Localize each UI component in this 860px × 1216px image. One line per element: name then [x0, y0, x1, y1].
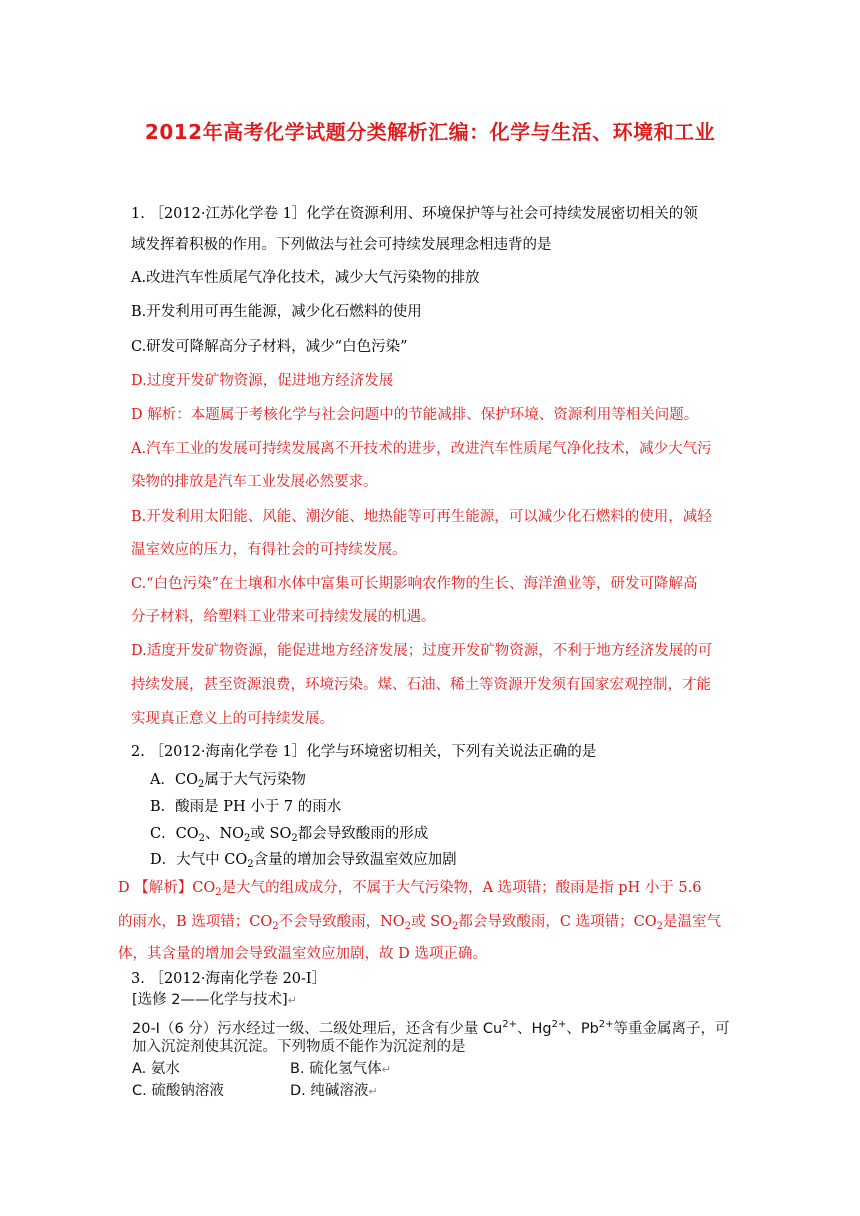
q3-image-options-row2: C. 硫酸钠溶液 D. 纯碱溶液↵ [132, 1083, 378, 1099]
q2-answer-line2: 的雨水，B 选项错；$CO_2$不会导致酸雨，$NO_2$或 $SO_2$都会导致酸雨，C 选项错；$CO_2$是温室气 [118, 914, 721, 932]
q1-option-c: C.研发可降解高分子材料，减少“白色污染” [131, 339, 408, 355]
q3-stem: 3. ［2012·海南化学卷 20-I］ [131, 971, 327, 987]
q1-analysis-line: 温室效应的压力，有得社会的可持续发展。 [131, 542, 407, 558]
q2-answer-line3: 体，其含量的增加会导致温室效应加剧，故 D 选项正确。 [118, 946, 487, 962]
q3-image-options-row1: A. 氨水 B. 硫化氢气体↵ [132, 1061, 391, 1077]
q1-analysis-line: 分子材料，给塑料工业带来可持续发展的机遇。 [131, 609, 436, 625]
q1-analysis-line: C.“白色污染”在土壤和水体中富集可长期影响农作物的生长、海洋渔业等，研发可降解高 [131, 576, 698, 592]
q1-option-a: A.改进汽车性质尾气净化技术，减少大气污染物的排放 [131, 270, 480, 286]
q1-analysis-line: D 解析：本题属于考核化学与社会问题中的节能减排、保护环境、资源利用等相关问题。 [131, 407, 699, 423]
q2-option-a: A．$CO_2$属于大气污染物 [150, 772, 306, 790]
q1-stem-line2: 域发挥着积极的作用。下列做法与社会可持续发展理念相违背的是 [131, 237, 552, 253]
q1-analysis-line: 染物的排放是汽车工业发展必然要求。 [131, 474, 378, 490]
q3-embedded-image [130, 990, 740, 1102]
q1-analysis-line: B.开发利用太阳能、风能、潮汐能、地热能等可再生能源，可以减少化石燃料的使用，减轻 [131, 509, 712, 525]
q1-analysis-line: D.适度开发矿物资源，能促进地方经济发展；过度开发矿物资源，不利于地方经济发展的可 [131, 643, 713, 659]
q1-analysis-line: 实现真正意义上的可持续发展。 [131, 711, 334, 727]
q1-analysis-line: A.汽车工业的发展可持续发展离不开技术的进步，改进汽车性质尾气净化技术，减少大气污 [131, 441, 712, 457]
q1-option-b: B.开发利用可再生能源，减少化石燃料的使用 [131, 304, 422, 320]
q1-option-d: D.过度开发矿物资源，促进地方经济发展 [131, 373, 394, 389]
q2-stem: 2. ［2012·海南化学卷 1］化学与环境密切相关，下列有关说法正确的是 [131, 744, 597, 760]
q1-stem-line1: 1. ［2012·江苏化学卷 1］化学在资源利用、环境保护等与社会可持续发展密切相关的领 [131, 206, 698, 222]
q2-option-d: D．大气中 $CO_2$含量的增加会导致温室效应加剧 [150, 852, 457, 870]
q2-answer-line1: D 【解析】$CO_2$是大气的组成成分，不属于大气污染物，A 选项错；酸雨是指 pH 小于 5.6 [118, 880, 702, 898]
q3-image-heading: [选修 2——化学与技术]↵ [132, 992, 297, 1008]
q3-image-stem-line1: 20-I（6 分）污水经过一级、二级处理后，还含有少量 $Cu^{2+}$、$Hg^{2+}$、$Pb^{2+}$等重金属离子，可 [132, 1019, 730, 1037]
q2-option-b: B．酸雨是 PH 小于 7 的雨水 [150, 799, 342, 815]
q3-image-stem-line2: 加入沉淀剂使其沉淀。下列物质不能作为沉淀剂的是 [132, 1039, 466, 1055]
page-title: 2012年高考化学试题分类解析汇编：化学与生活、环境和工业 [144, 120, 716, 144]
q1-analysis-line: 持续发展，甚至资源浪费，环境污染。煤、石油、稀土等资源开发须有国家宏观控制，才能 [131, 677, 711, 693]
q2-option-c: C．$CO_2$、$NO_2$或 $SO_2$都会导致酸雨的形成 [150, 826, 429, 844]
